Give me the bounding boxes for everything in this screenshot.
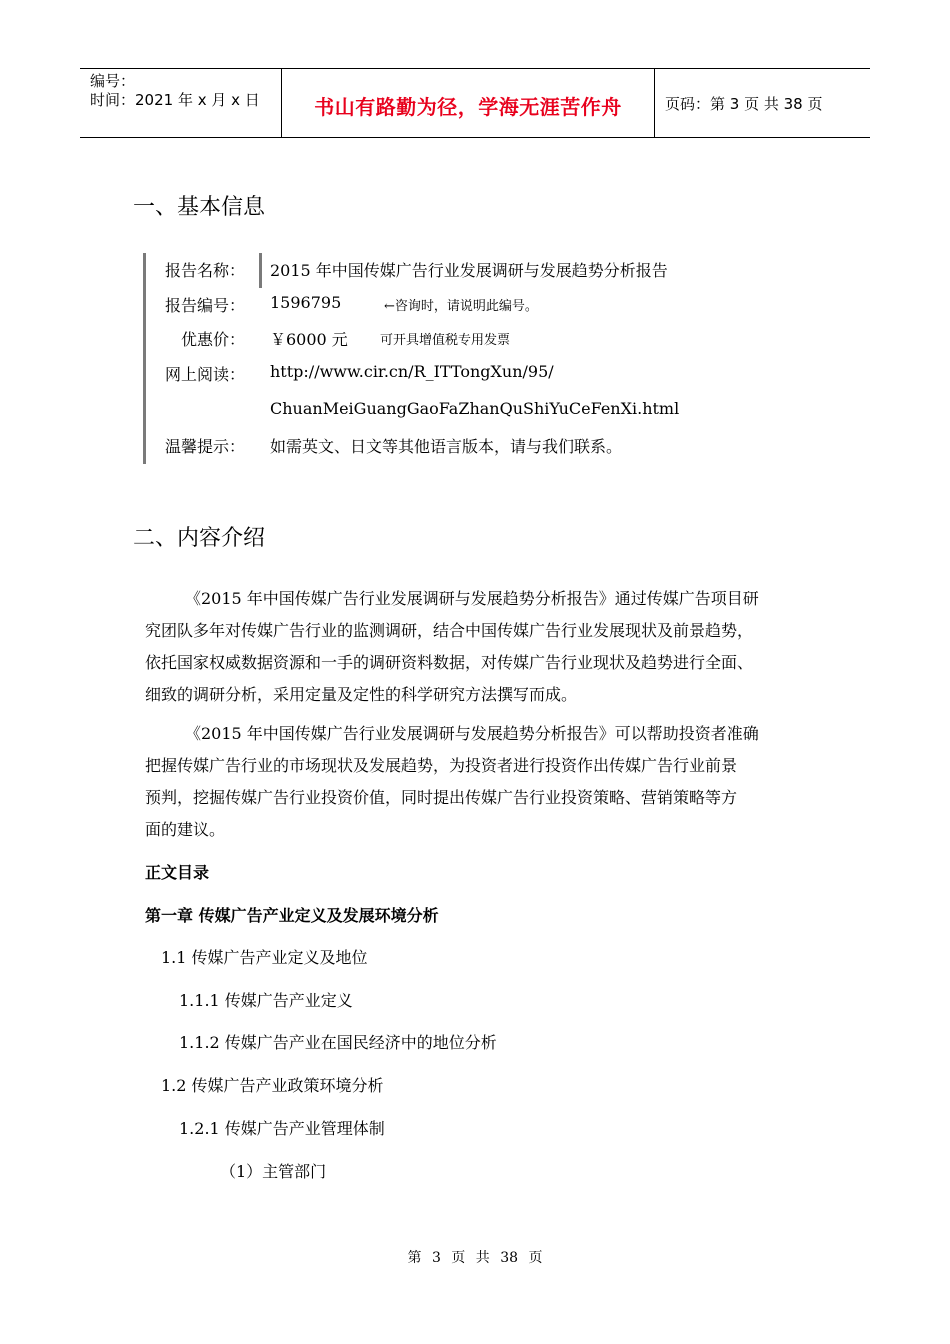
page-footer: 第 3 页 共 38 页 — [407, 1250, 543, 1266]
intro-paragraph-2 — [145, 718, 822, 846]
online-url-line-1[interactable]: http://www.cir.cn/R_ITTongXun/95/ — [270, 362, 554, 381]
para2-line: 面的建议。 — [145, 820, 226, 839]
price-note: 可开具增值税专用发票 — [380, 333, 511, 348]
header-time: 时间：2021 年 x 月 x 日 — [90, 91, 260, 109]
price-value: ￥6000 元 — [270, 330, 348, 349]
para1-line: 究团队多年对传媒广告行业的监测调研，结合中国传媒广告行业发展现状及前景趋势， — [145, 621, 754, 640]
toc-item: 1.2 传媒广告产业政策环境分析 — [161, 1076, 384, 1095]
toc-item: 1.1 传媒广告产业定义及地位 — [161, 948, 368, 967]
toc-title: 正文目录 — [145, 863, 210, 882]
para2-line: 把握传媒广告行业的市场现状及发展趋势，为投资者进行投资作出传媒广告行业前景 — [145, 756, 738, 775]
report-number-value: 1596795 — [270, 293, 342, 312]
tip-value: 如需英文、日文等其他语言版本，请与我们联系。 — [270, 437, 623, 456]
price-label: 优惠价： — [181, 330, 246, 349]
para2-line: 《2015 年中国传媒广告行业发展调研与发展趋势分析报告》可以帮助投资者准确 — [185, 724, 759, 743]
toc-item: （1）主管部门 — [220, 1162, 327, 1181]
toc-item: 1.1.1 传媒广告产业定义 — [179, 991, 353, 1010]
para2-line: 预判，挖掘传媒广告行业投资价值，同时提出传媒广告行业投资策略、营销策略等方 — [145, 788, 738, 807]
online-label: 网上阅读： — [165, 365, 246, 384]
report-number-label: 报告编号： — [165, 296, 246, 315]
page-header — [80, 68, 870, 138]
toc-item: 1.1.2 传媒广告产业在国民经济中的地位分析 — [179, 1033, 497, 1052]
header-page-number: 页码：第 3 页 共 38 页 — [665, 95, 823, 113]
para1-line: 细致的调研分析，采用定量及定性的科学研究方法撰写而成。 — [145, 685, 578, 704]
tip-label: 温馨提示： — [165, 437, 246, 456]
header-number-label: 编号： — [90, 72, 136, 90]
toc-chapter-1: 第一章 传媒广告产业定义及发展环境分析 — [145, 906, 439, 925]
section-basic-info-title: 一、基本信息 — [133, 195, 266, 220]
info-left-bar — [143, 253, 146, 464]
toc-item: 1.2.1 传媒广告产业管理体制 — [179, 1119, 385, 1138]
header-divider-2 — [654, 69, 655, 137]
online-url-line-2[interactable]: ChuanMeiGuangGaoFaZhanQuShiYuCeFenXi.html — [270, 399, 680, 418]
report-name-label: 报告名称： — [165, 261, 246, 280]
para1-line: 依托国家权威数据资源和一手的调研资料数据，对传媒广告行业现状及趋势进行全面、 — [145, 653, 754, 672]
para1-line: 《2015 年中国传媒广告行业发展调研与发展趋势分析报告》通过传媒广告项目研 — [185, 589, 759, 608]
info-name-bar — [259, 253, 262, 288]
report-name-value: 2015 年中国传媒广告行业发展调研与发展趋势分析报告 — [270, 261, 668, 280]
intro-paragraph-1 — [145, 583, 822, 711]
section-intro-title: 二、内容介绍 — [133, 526, 266, 551]
header-motto: 书山有路勤为径，学海无涯苦作舟 — [314, 95, 622, 119]
report-number-note: ←咨询时，请说明此编号。 — [384, 299, 538, 314]
header-left — [90, 72, 260, 110]
